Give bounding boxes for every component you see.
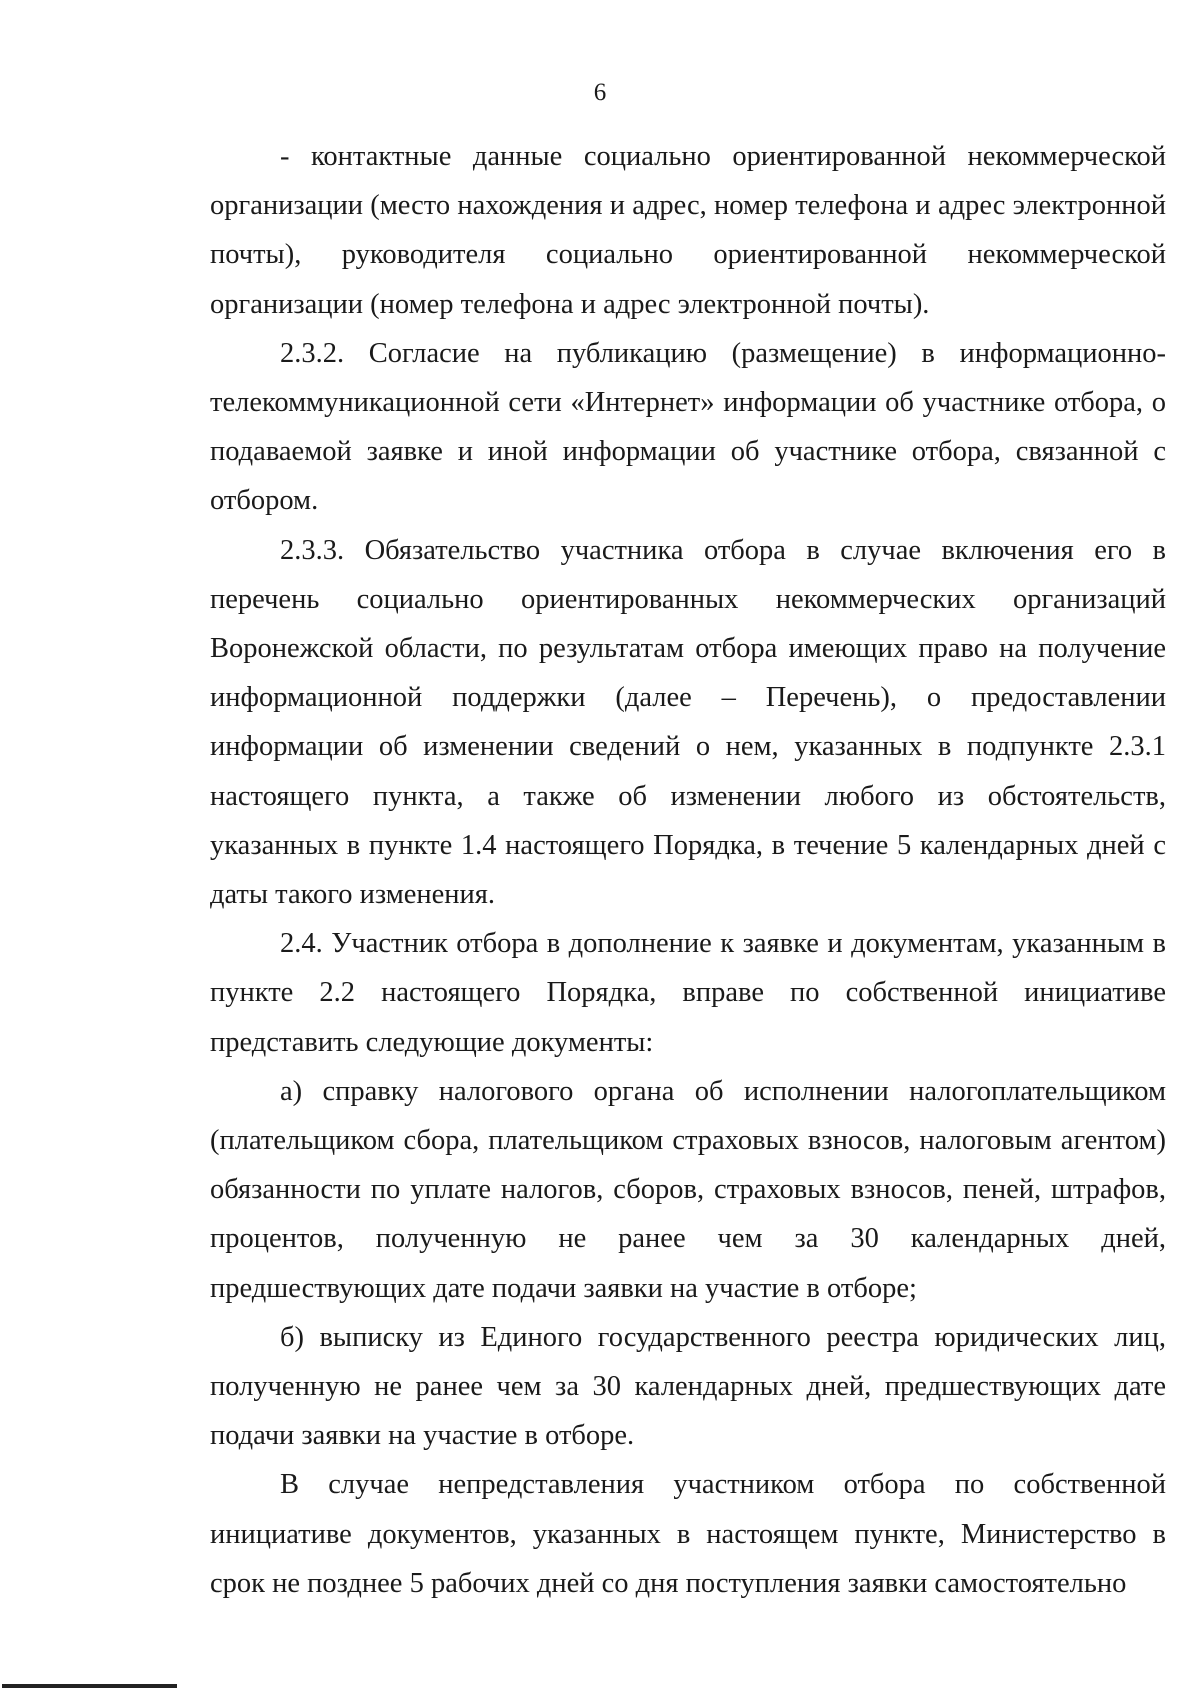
document-body [210, 132, 1166, 1608]
paragraph-2-3-2: 2.3.2. Согласие на публикацию (размещение) в информационно-телекоммуникационной сети «Интернет» информации об участнике отбора, о подаваемой заявке и иной информации об участнике отбора, связанной с отбором. [210, 337, 1166, 517]
paragraph-non-submission: В случае непредставления участником отбора по собственной инициативе документов, указанных в настоящем пункте, Министерство в срок не позднее 5 рабочих дней со дня поступления заявки самостоятельно [210, 1469, 1166, 1599]
paragraph-item-b: б) выписку из Единого государственного реестра юридических лиц, полученную не ранее чем за 30 календарных дней, предшествующих дате подачи заявки на участие в отборе. [210, 1321, 1166, 1452]
paragraph-contact-details: - контактные данные социально ориентированной некоммерческой организации (место нахождения и адрес, номер телефона и адрес электронной почты), руководителя социально ориентированной некоммерческой организации (номер телефона и адрес электронной почты). [210, 141, 1166, 320]
page-number: 6 [593, 79, 607, 106]
paragraph-item-a: а) справку налогового органа об исполнении налогоплательщиком (плательщиком сбора, плательщиком страховых взносов, налоговым агентом) обязанности по уплате налогов, сборов, страховых взносов, пеней, штрафов, процентов, полученную не ранее чем за 30 календарных дней, предшествующих дате подачи заявки на участие в отборе; [210, 1075, 1166, 1304]
footer-rule [2, 1684, 177, 1688]
paragraph-2-3-3: 2.3.3. Обязательство участника отбора в случае включения его в перечень социально ориентированных некоммерческих организаций Воронежской области, по результатам отбора имеющих право на получение информационной поддержки (далее – Перечень), о предоставлении информации об изменении сведений о нем, указанных в подпункте 2.3.1 настоящего пункта, а также об изменении любого из обстоятельств, указанных в пункте 1.4 настоящего Порядка, в течение 5 календарных дней с даты такого изменения. [210, 534, 1166, 911]
paragraph-2-4: 2.4. Участник отбора в дополнение к заявке и документам, указанным в пункте 2.2 настоящего Порядка, вправе по собственной инициативе представить следующие документы: [210, 928, 1166, 1058]
